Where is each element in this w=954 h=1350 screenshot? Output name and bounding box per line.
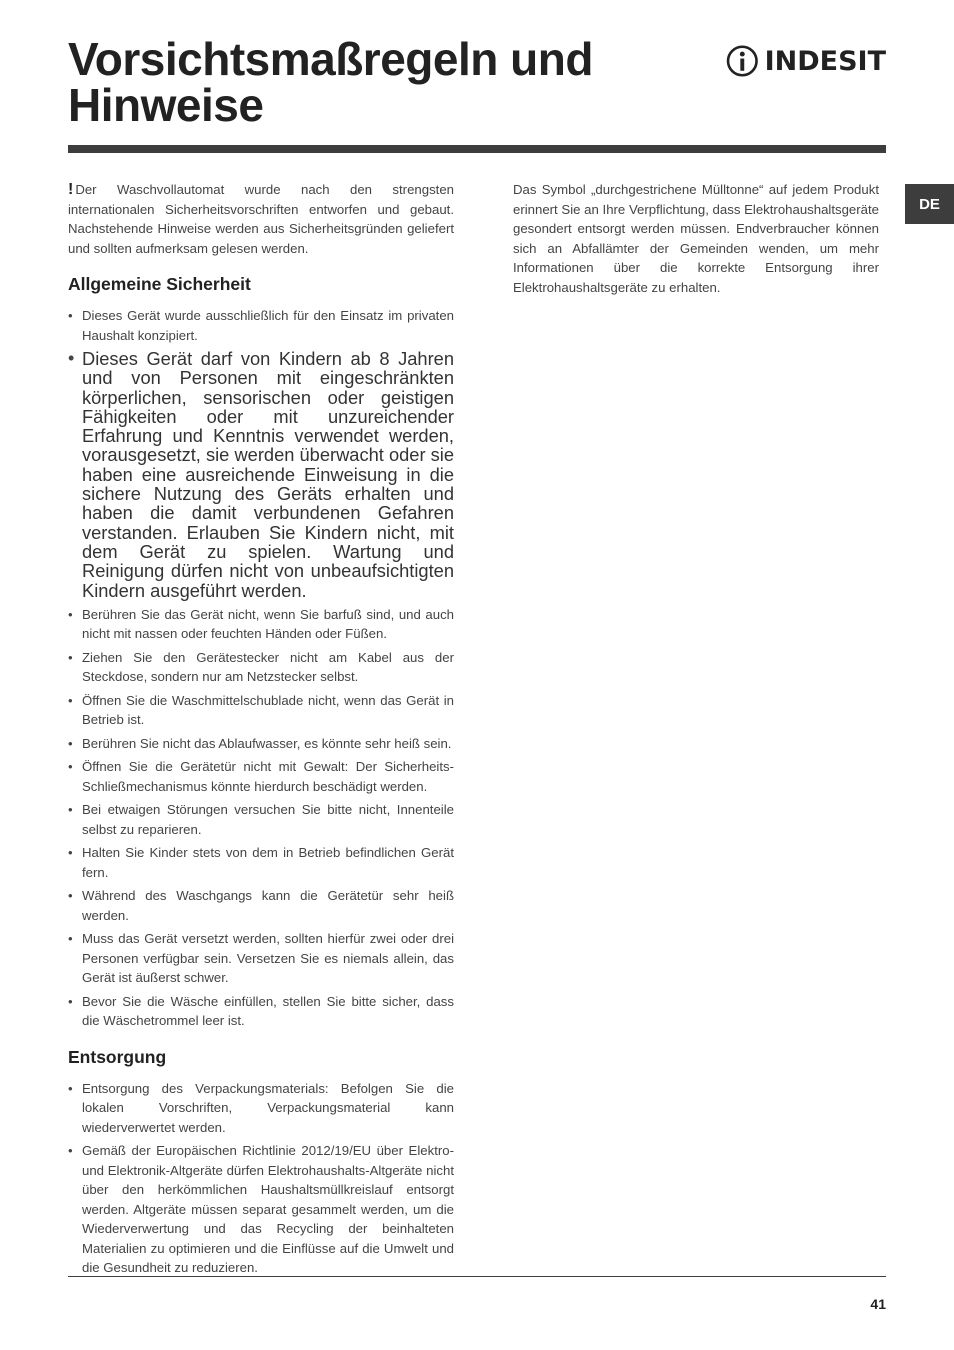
general-safety-list	[68, 306, 454, 1031]
list-item: • Öffnen Sie die Waschmittelschublade nicht, wenn das Gerät in Betrieb ist.	[68, 691, 454, 730]
disposal-list	[68, 1079, 454, 1278]
brand-wordmark: INDESIT	[764, 45, 886, 77]
language-tab: DE	[905, 184, 954, 224]
section-heading-general-safety: Allgemeine Sicherheit	[68, 274, 251, 294]
weee-symbol-paragraph: Das Symbol „durchgestrichene Mülltonne“ auf jedem Produkt erinnert Sie an Ihre Verpflichtung, dass Elektrohaushaltsgeräte gesondert entsorgt werden müssen. Endverbraucher können sich an Abfallämter der Gemeinden wenden, um mehr Informationen über die korrekte Entsorgung ihrer Elektrohaushaltsgeräte zu erhalten.	[513, 182, 879, 295]
right-column	[513, 180, 879, 297]
list-item: • Berühren Sie das Gerät nicht, wenn Sie barfuß sind, und auch nicht mit nassen oder feuchten Händen oder Füßen.	[68, 605, 454, 644]
warning-mark: !	[68, 181, 74, 198]
list-item: • Muss das Gerät versetzt werden, sollten hierfür zwei oder drei Personen verfügbar sein. Versetzen Sie es niemals allein, das Gerät ist äußerst schwer.	[68, 929, 454, 988]
list-item: • Ziehen Sie den Gerätestecker nicht am Kabel aus der Steckdose, sondern nur am Netzstecker selbst.	[68, 648, 454, 687]
indesit-emblem-icon	[726, 41, 759, 81]
list-item: • Bevor Sie die Wäsche einfüllen, stellen Sie bitte sicher, dass die Wäschetrommel leer ist.	[68, 992, 454, 1031]
header-divider	[68, 145, 886, 153]
brand-logo	[726, 40, 886, 82]
footer-divider	[68, 1276, 886, 1277]
list-item: • Dieses Gerät darf von Kindern ab 8 Jahren und von Personen mit eingeschränkten körperlichen, sensorischen oder geistigen Fähigkeiten oder mit unzureichender Erfahrung und Kenntnis verwendet werden, vorausgesetzt, sie werden überwacht oder sie haben eine ausreichende Einweisung in die sichere Nutzung des Geräts erhalten und haben die damit verbundenen Gefahren verstanden. Erlauben Sie Kindern nicht, mit dem Gerät zu spielen. Wartung und Reinigung dürfen nicht von unbeaufsichtigten Kindern ausgeführt werden.	[68, 349, 454, 600]
list-item: • Bei etwaigen Störungen versuchen Sie bitte nicht, Innenteile selbst zu reparieren.	[68, 800, 454, 839]
section-heading-disposal: Entsorgung	[68, 1046, 167, 1067]
list-item: • Gemäß der Europäischen Richtlinie 2012/19/EU über Elektro- und Elektronik-Altgeräte dürfen Elektrohaushalts-Altgeräte nicht über den herkömmlichen Haushaltsmüllkreislauf entsorgt werden. Altgeräte müssen separat gesammelt werden, um die Wiederverwertung und das Recycling der beinhalteten Materialien zu optimieren und die Einflüsse auf die Umwelt und die Gesundheit zu reduzieren.	[68, 1141, 454, 1278]
intro-paragraph	[68, 180, 454, 258]
intro-text: Der Waschvollautomat wurde nach den strengsten internationalen Sicherheitsvorschriften entworfen und gebaut. Nachstehende Hinweise werden aus Sicherheitsgründen geliefert und sollten aufmerksam gelesen werden.	[68, 182, 454, 256]
list-item: • Halten Sie Kinder stets von dem in Betrieb befindlichen Gerät fern.	[68, 843, 454, 882]
left-column	[68, 180, 454, 1282]
page-title: Vorsichtsmaßregeln und Hinweise	[68, 33, 593, 131]
page-number: 41	[870, 1296, 886, 1312]
list-item: • Während des Waschgangs kann die Gerätetür sehr heiß werden.	[68, 886, 454, 925]
list-item: • Dieses Gerät wurde ausschließlich für den Einsatz im privaten Haushalt konzipiert.	[68, 306, 454, 345]
list-item: • Entsorgung des Verpackungsmaterials: Befolgen Sie die lokalen Vorschriften, Verpackungsmaterial kann wiederverwertet werden.	[68, 1079, 454, 1138]
list-item: • Öffnen Sie die Gerätetür nicht mit Gewalt: Der Sicherheits-Schließmechanismus könnte hierdurch beschädigt werden.	[68, 757, 454, 796]
list-item: • Berühren Sie nicht das Ablaufwasser, es könnte sehr heiß sein.	[68, 734, 454, 754]
